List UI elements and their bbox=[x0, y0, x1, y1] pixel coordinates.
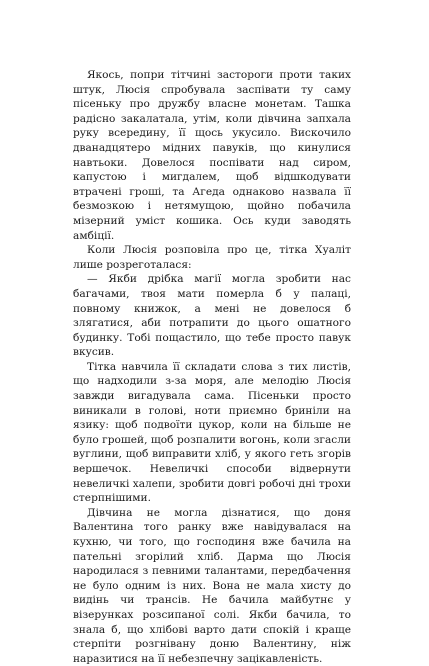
paragraph-2: Коли Люсія розповіла про це, тітка Хуаліт лише розреготалася: bbox=[73, 244, 351, 271]
paragraph-3: — Якби дрібка магії могла зробити нас багачами, твоя мати померла б у палаці, повному книжок, а мені не довелося б злягатися, аби потрапити до цього ошатного будинку. Тобі пощастило, що тебе просто павук вкусив. bbox=[73, 273, 351, 359]
paragraph-4: Тітка навчила її складати слова з тих листів, що надходили з-за моря, але мелодію Люсія завжди вигадувала сама. Пісеньки просто виникали в голові, ноти приємно бриніли на язику: щоб подвоїти цукор, коли на більше не було грошей, щоб розпалити вогонь, коли згасли вуглини, щоб виправити хліб, у якого геть згорів вершечок. Невеличкі способи відвернути невеличкі халепи, зробити довгі робочі дні трохи стерпнішими. bbox=[73, 360, 351, 505]
page-text bbox=[73, 68, 351, 666]
paragraph-5: Дівчина не могла дізнатися, що доня Валентина того ранку вже навідувалася на кухню, чи того, що господиня вже бачила на пательні згорілий хліб. Дарма що Люсія народилася з певними талантами, передбачення не було одним із них. Вона не мала хисту до видінь чи трансів. Не бачила майбутнє у візерунках розсипаної солі. Якби бачила, то знала б, що хлібові варто дати спокій і краще стерпіти розгнівану доню Валентину, ніж наразитися на її небезпечну зацікавленість. bbox=[73, 506, 351, 665]
paragraph-1: Якось, попри тітчині застороги проти таких штук, Люсія спробувала заспівати ту саму пісеньку про дружбу власне монетам. Ташка радісно закалатала, утім, коли дівчина запхала руку всередину, її щось укусило. Вискочило дванадцятеро мідних павуків, що кинулися навтьоки. Довелося поспівати над сиром, капустою і мигдалем, щоб відшкодувати втрачені гроші, та Агеда однаково назвала її безмозкою і нетямущою, щойно побачила мізерний уміст кошика. Ось куди заводять амбіції. bbox=[73, 69, 351, 242]
